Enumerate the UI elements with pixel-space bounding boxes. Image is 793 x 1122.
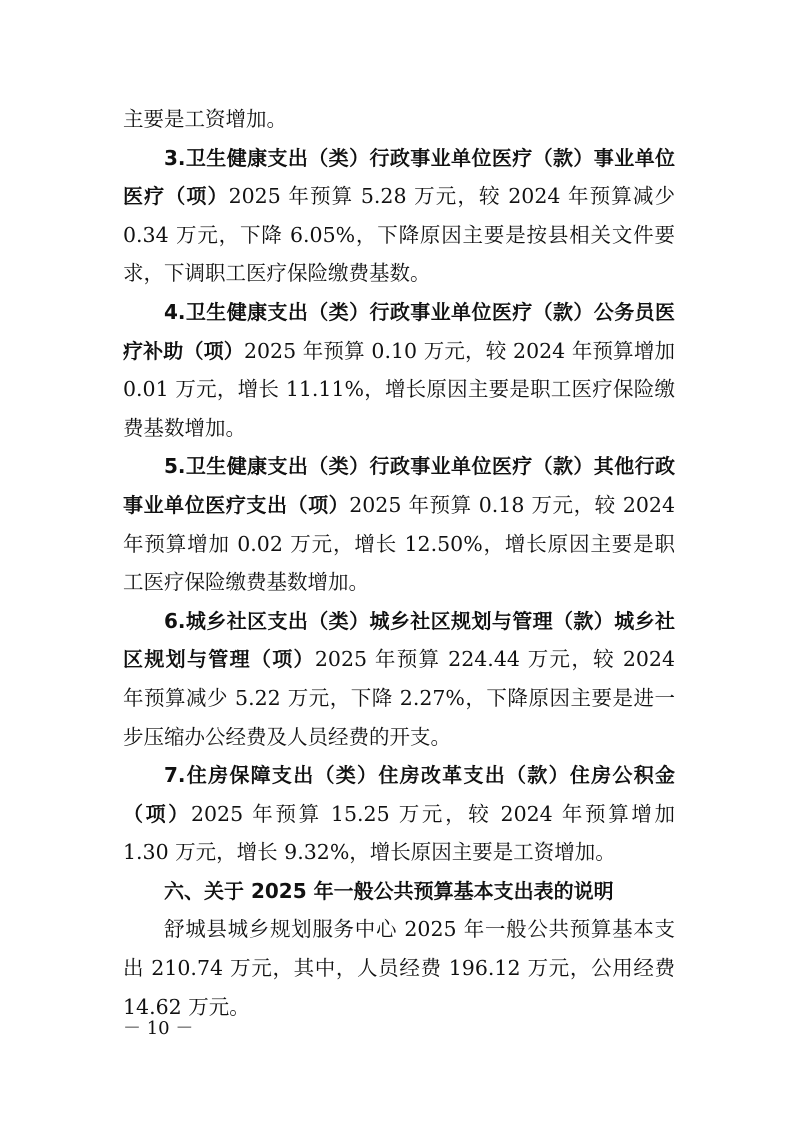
item-text: 2025 年预算 15.25 万元，较 2024 年预算增加 1.30 万元，增长 9.32%，增长原因主要是工资增加。 (123, 801, 675, 865)
item-heading: 7.住房保障支出（类）住房改革支出（款）住房公积金（项） (123, 763, 675, 826)
item-heading: 4.卫生健康支出（类）行政事业单位医疗（款）公务员医疗补助（项） (123, 299, 675, 363)
paragraph-item-3 (123, 139, 675, 293)
section-body: 舒城县城乡规划服务中心 2025 年一般公共预算基本支出 210.74 万元，其中，人员经费 196.12 万元，公用经费 14.62 万元。 (123, 917, 675, 1019)
paragraph-item-6 (123, 602, 675, 756)
item-text: 2025 年预算 224.44 万元，较 2024 年预算减少 5.22 万元，下降 2.27%，下降原因主要是进一步压缩办公经费及人员经费的开支。 (123, 647, 676, 749)
paragraph-item-5 (123, 447, 675, 601)
paragraph-text: 主要是工资增加。 (123, 107, 287, 131)
page-number: － 10 － (123, 1018, 194, 1039)
section-heading: 六、关于 2025 年一般公共预算基本支出表的说明 (164, 878, 614, 903)
item-text: 2025 年预算 0.18 万元，较 2024 年预算增加 0.02 万元，增长 12.50%，增长原因主要是职工医疗保险缴费基数增加。 (123, 492, 675, 595)
item-text: 2025 年预算 5.28 万元，较 2024 年预算减少 0.34 万元，下降 6.05%，下降原因主要是按县相关文件要求，下调职工医疗保险缴费基数。 (123, 184, 675, 286)
item-heading: 5.卫生健康支出（类）行政事业单位医疗（款）其他行政事业单位医疗支出（项） (123, 454, 675, 517)
document-body (123, 100, 675, 1026)
paragraph-item-7 (123, 756, 675, 872)
paragraph-continuation (123, 100, 675, 139)
item-heading: 6.城乡社区支出（类）城乡社区规划与管理（款）城乡社区规划与管理（项） (123, 608, 675, 672)
item-heading: 3.卫生健康支出（类）行政事业单位医疗（款）事业单位医疗（项） (123, 145, 675, 209)
paragraph-item-4 (123, 293, 675, 447)
item-text: 2025 年预算 0.10 万元，较 2024 年预算增加 0.01 万元，增长 11.11%，增长原因主要是职工医疗保险缴费基数增加。 (123, 338, 675, 440)
